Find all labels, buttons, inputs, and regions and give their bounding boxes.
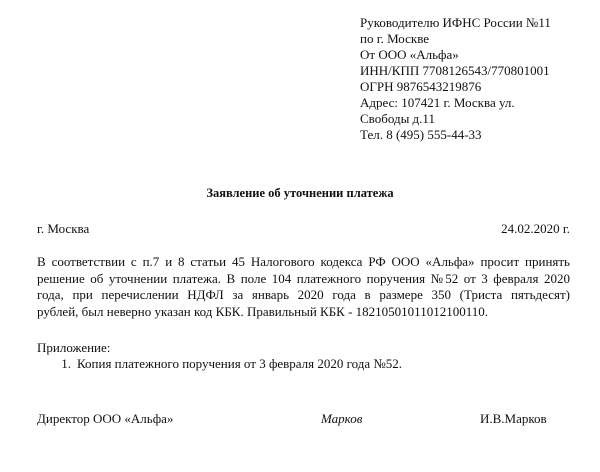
body-line: В соответствии с п.7 и 8 статьи 45 Налогового кодекса РФ ООО «Альфа» просит принять [37, 254, 570, 269]
place-date-row [37, 221, 570, 237]
signature-row [37, 411, 570, 429]
document-date: 24.02.2020 г. [501, 221, 570, 236]
document-title: Заявление об уточнении платежа [206, 186, 394, 200]
attachment-text: Копия платежного поручения от 3 февраля 2020 года №52. [77, 356, 403, 371]
body-line: решение об уточнении платежа. В поле 104 платежного поручения №52 от 3 февраля 2020 [37, 270, 570, 286]
attachment-number: 1. [61, 356, 71, 371]
attachment-item [37, 356, 402, 372]
addressee-line: От ООО «Альфа» [360, 47, 459, 62]
body-paragraph [37, 254, 570, 320]
addressee-line: Руководителю ИФНС России №11 [360, 15, 551, 30]
addressee-line: ОГРН 9876543219876 [360, 79, 482, 94]
addressee-line: Тел. 8 (495) 555-44-33 [360, 127, 482, 142]
addressee-block [360, 15, 590, 143]
attachments-list [37, 356, 402, 372]
signer-name: И.В.Марков [480, 411, 547, 426]
body-line: рублей, был неверно указан код КБК. Правильный КБК - 18210501011012100110. [37, 303, 488, 319]
addressee-line: Свободы д.11 [360, 111, 435, 126]
addressee-line: по г. Москве [360, 31, 430, 46]
attachments-heading: Приложение: [37, 340, 111, 355]
addressee-line: ИНН/КПП 7708126543/770801001 [360, 63, 550, 78]
signer-position: Директор ООО «Альфа» [37, 411, 174, 426]
addressee-line: Адрес: 107421 г. Москва ул. [360, 95, 515, 110]
handwritten-signature: Марков [321, 411, 363, 426]
document-place: г. Москва [37, 221, 90, 236]
body-line: года, при перечислении НДФЛ за январь 2020 года в размере 350 (Триста пятьдесят) [37, 287, 570, 302]
